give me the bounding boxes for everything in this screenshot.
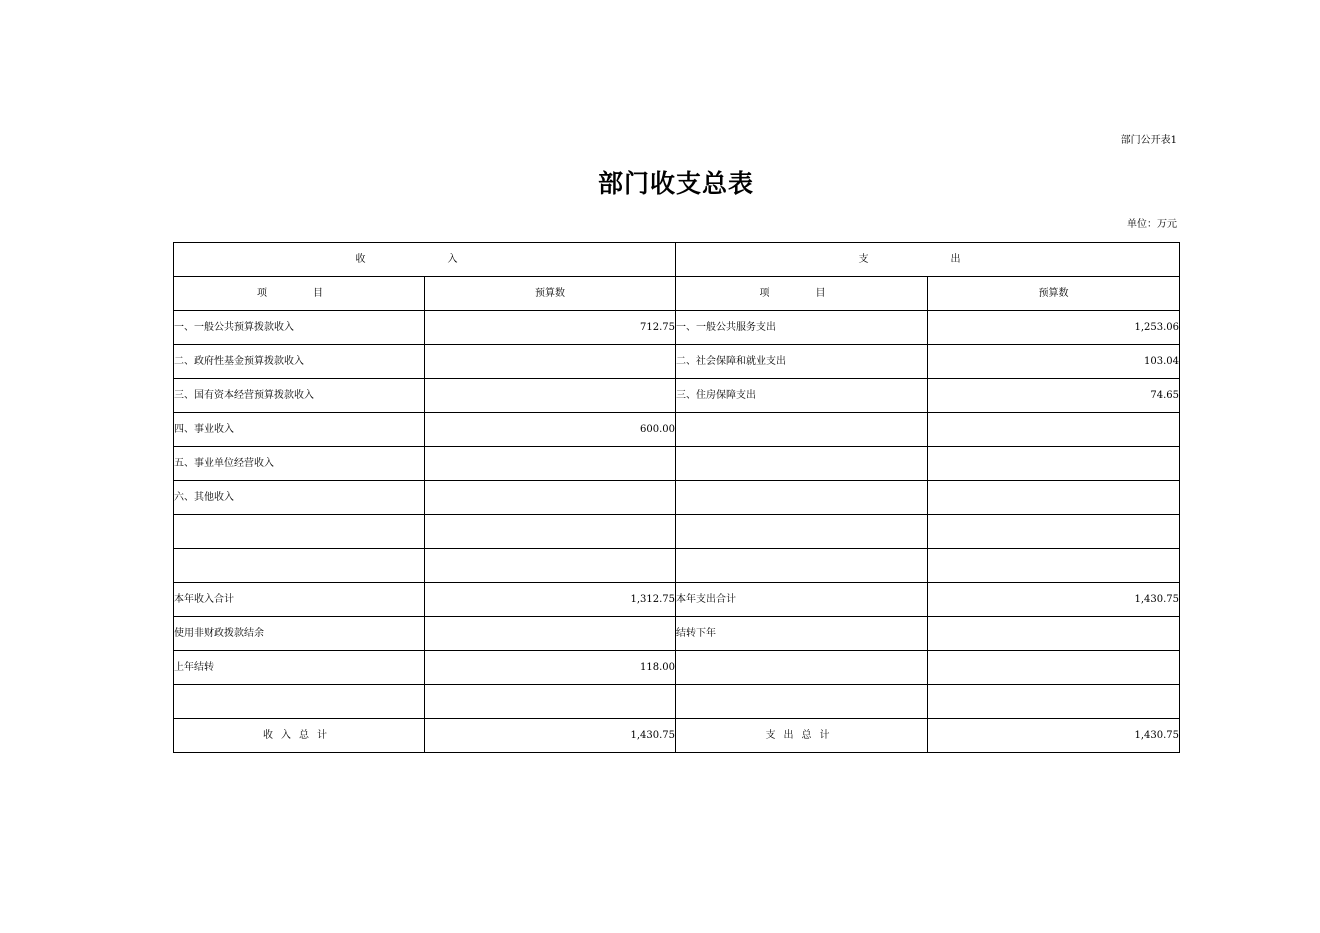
expense-item-cell: 结转下年 — [676, 617, 928, 651]
expense-amount-cell — [928, 549, 1180, 583]
expense-amount-cell: 103.04 — [928, 345, 1180, 379]
income-item-cell: 使用非财政拨款结余 — [174, 617, 425, 651]
income-item-cell: 六、其他收入 — [174, 481, 425, 515]
expense-item-cell — [676, 447, 928, 481]
expense-item-cell: 三、住房保障支出 — [676, 379, 928, 413]
total-row — [174, 719, 1180, 753]
income-amount-cell: 1,312.75 — [425, 583, 676, 617]
income-amount-cell — [425, 345, 676, 379]
expense-amount-cell — [928, 685, 1180, 719]
table-row — [174, 685, 1180, 719]
income-amount-cell — [425, 447, 676, 481]
income-item-cell: 二、政府性基金预算拨款收入 — [174, 345, 425, 379]
expense-group-header: 支 出 — [676, 243, 1180, 277]
income-amount-cell: 712.75 — [425, 311, 676, 345]
page-title: 部门收支总表 — [597, 169, 754, 198]
income-amount-header: 预算数 — [425, 277, 676, 311]
table-row — [174, 549, 1180, 583]
income-amount-cell: 118.00 — [425, 651, 676, 685]
expense-item-cell — [676, 651, 928, 685]
income-item-cell — [174, 549, 425, 583]
income-amount-cell: 600.00 — [425, 413, 676, 447]
income-amount-cell — [425, 379, 676, 413]
income-item-cell — [174, 685, 425, 719]
income-amount-cell — [425, 481, 676, 515]
expense-item-cell — [676, 685, 928, 719]
expense-total-amount: 1,430.75 — [928, 719, 1180, 753]
income-item-cell — [174, 515, 425, 549]
expense-amount-cell — [928, 481, 1180, 515]
expense-item-cell: 二、社会保障和就业支出 — [676, 345, 928, 379]
expense-amount-cell — [928, 413, 1180, 447]
table-row — [174, 447, 1180, 481]
income-amount-cell — [425, 617, 676, 651]
income-item-cell: 上年结转 — [174, 651, 425, 685]
table-row — [174, 311, 1180, 345]
expense-total-label: 支出总计 — [676, 719, 928, 753]
expense-amount-header: 预算数 — [928, 277, 1180, 311]
income-item-cell: 一、一般公共预算拨款收入 — [174, 311, 425, 345]
budget-table — [173, 242, 1180, 753]
expense-item-cell — [676, 481, 928, 515]
table-row — [174, 515, 1180, 549]
income-amount-cell — [425, 515, 676, 549]
income-item-cell: 三、国有资本经营预算拨款收入 — [174, 379, 425, 413]
group-header-row — [174, 243, 1180, 277]
income-total-amount: 1,430.75 — [425, 719, 676, 753]
expense-amount-cell — [928, 651, 1180, 685]
income-amount-cell — [425, 685, 676, 719]
expense-amount-cell — [928, 515, 1180, 549]
income-amount-cell — [425, 549, 676, 583]
income-total-label: 收入总计 — [174, 719, 425, 753]
expense-amount-cell — [928, 447, 1180, 481]
expense-item-header: 项 目 — [676, 277, 928, 311]
expense-item-cell: 本年支出合计 — [676, 583, 928, 617]
form-number: 部门公开表1 — [1120, 135, 1177, 146]
income-item-cell: 四、事业收入 — [174, 413, 425, 447]
unit-label: 单位：万元 — [1127, 219, 1177, 230]
column-header-row — [174, 277, 1180, 311]
expense-amount-cell: 1,253.06 — [928, 311, 1180, 345]
table-row — [174, 617, 1180, 651]
table-row — [174, 481, 1180, 515]
expense-item-cell — [676, 515, 928, 549]
table-row — [174, 379, 1180, 413]
income-item-cell: 本年收入合计 — [174, 583, 425, 617]
expense-amount-cell — [928, 617, 1180, 651]
expense-item-cell — [676, 413, 928, 447]
table-row — [174, 651, 1180, 685]
expense-item-cell: 一、一般公共服务支出 — [676, 311, 928, 345]
income-item-cell: 五、事业单位经营收入 — [174, 447, 425, 481]
table-row — [174, 583, 1180, 617]
table-row — [174, 345, 1180, 379]
income-item-header: 项 目 — [174, 277, 425, 311]
expense-amount-cell: 74.65 — [928, 379, 1180, 413]
income-group-header: 收 入 — [174, 243, 676, 277]
table-row — [174, 413, 1180, 447]
expense-amount-cell: 1,430.75 — [928, 583, 1180, 617]
expense-item-cell — [676, 549, 928, 583]
